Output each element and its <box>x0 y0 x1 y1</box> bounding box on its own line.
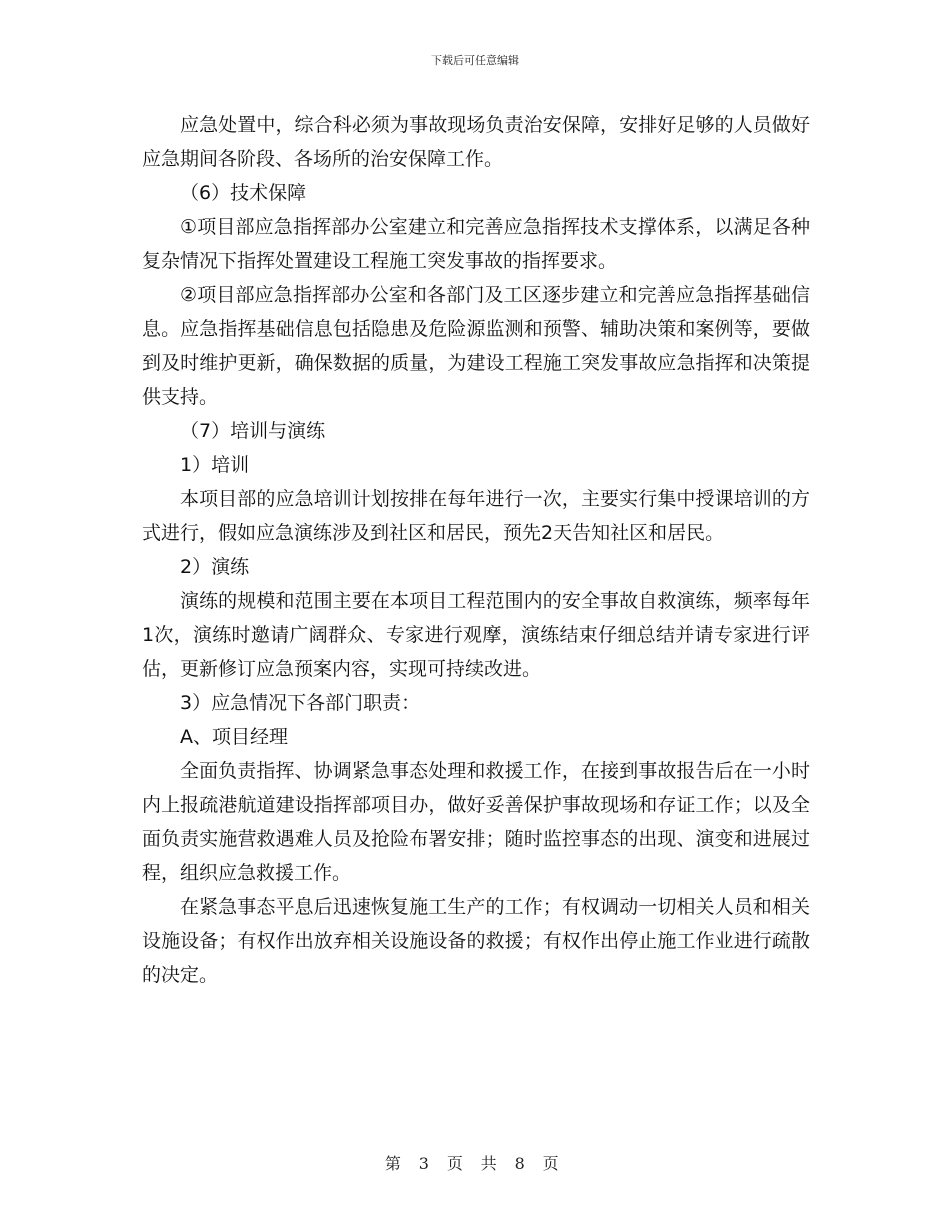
paragraph-manager-duties-1: 全面负责指挥、协调紧急事态处理和救援工作，在接到事故报告后在一小时内上报疏港航道建设指挥部项目办，做好妥善保护事故现场和存证工作；以及全面负责实施营救遇难人员及抢险布署安排；随时监控事态的出现、演变和进展过程，组织应急救援工作。 <box>142 760 810 884</box>
page-header: 下载后可任意编辑 <box>431 54 519 67</box>
subheading-drills: 2）演练 <box>180 556 250 578</box>
document-body <box>142 108 810 992</box>
paragraph-tech-support-2: ②项目部应急指挥部办公室和各部门及工区逐步建立和完善应急指挥基础信息。应急指挥基础信息包括隐患及危险源监测和预警、辅助决策和案例等，要做到及时维护更新，确保数据的质量，为建设工程施工突发事故应急指挥和决策提供支持。 <box>142 284 810 408</box>
heading-training-drills: （7）培训与演练 <box>180 420 326 442</box>
paragraph-drills: 演练的规模和范围主要在本项目工程范围内的安全事故自救演练，频率每年1次，演练时邀请广阔群众、专家进行观摩，演练结束仔细总结并请专家进行评估，更新修订应急预案内容，实现可持续改进。 <box>142 590 810 680</box>
page-number-footer: 第 3 页 共 8 页 <box>384 1154 566 1173</box>
subheading-project-manager: A、项目经理 <box>180 726 288 748</box>
paragraph-training: 本项目部的应急培训计划按排在每年进行一次，主要实行集中授课培训的方式进行，假如应急演练涉及到社区和居民，预先2天告知社区和居民。 <box>142 488 810 544</box>
paragraph-tech-support-1: ①项目部应急指挥部办公室建立和完善应急指挥技术支撑体系，以满足各种复杂情况下指挥处置建设工程施工突发事故的指挥要求。 <box>142 216 810 272</box>
heading-technical-support: （6）技术保障 <box>180 182 307 204</box>
paragraph-manager-duties-2: 在紧急事态平息后迅速恢复施工生产的工作；有权调动一切相关人员和相关设施设备；有权作出放弃相关设施设备的救援；有权作出停止施工作业进行疏散的决定。 <box>142 896 810 986</box>
paragraph-security-support: 应急处置中，综合科必须为事故现场负责治安保障，安排好足够的人员做好应急期间各阶段、各场所的治安保障工作。 <box>142 114 810 170</box>
subheading-training: 1）培训 <box>180 454 250 476</box>
subheading-department-duties: 3）应急情况下各部门职责： <box>180 692 421 714</box>
